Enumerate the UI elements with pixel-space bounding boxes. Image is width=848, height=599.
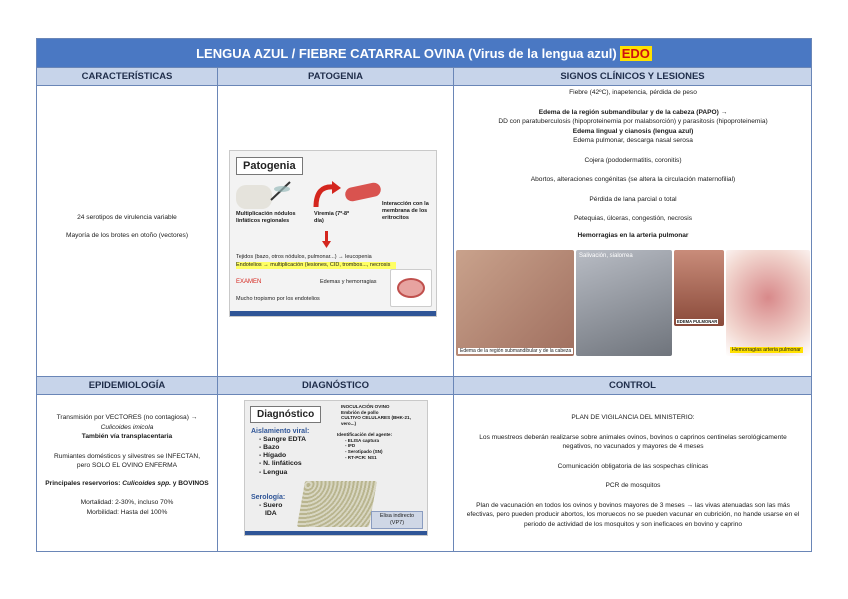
embrion-line: Embrión de pollo xyxy=(341,409,379,415)
signo-line: Edema lingual y cianosis (lengua azul) xyxy=(572,127,694,135)
tropismo-line: Mucho tropismo por los endotelios xyxy=(236,296,320,302)
signo-line: Cojera (pododermatitis, coronitis) xyxy=(584,156,682,164)
epi-reservorios-line xyxy=(37,479,217,489)
header-caracteristicas: CARACTERÍSTICAS xyxy=(37,67,217,86)
endothelium-diagram xyxy=(390,269,432,307)
endotelios-line: Endotelios → multiplicación (lesiones, CID, trombos..., necrosis xyxy=(236,262,396,269)
aislamiento-item: - N. linfáticos xyxy=(259,460,302,468)
edo-badge: EDO xyxy=(621,45,650,61)
identificacion-item: - RT-PCR: NS1 xyxy=(345,454,377,460)
control-cell xyxy=(465,397,801,551)
aislamiento-item: - Lengua xyxy=(259,468,288,476)
photo-edema-pulmonar xyxy=(674,250,724,326)
caracteristicas-line: Mayoría de los brotes en otoño (vectores) xyxy=(65,232,189,239)
control-line: Plan de vacunación en todos los ovinos y bovinos mayores de 3 meses → las vivas atenuadas son las más efectivas, pero pueden producir abortos, los moruecos no se pueden vacunar en cubrición, no hande usarse en el periodo de actividad de los mosquitos y son ineficaces en bovino y caprino xyxy=(466,501,800,528)
diagnostico-figure-title: Diagnóstico xyxy=(250,406,321,423)
epi-reservorios-label: Principales reservorios: xyxy=(45,479,123,487)
summary-sheet xyxy=(36,38,812,552)
aislamiento-label: Aislamiento viral: xyxy=(251,428,310,435)
header-epidemiologia: EPIDEMIOLOGÍA xyxy=(37,376,217,395)
serologia-item: - Suero xyxy=(259,502,283,509)
serologia-label: Serología: xyxy=(251,494,286,501)
down-arrow-icon xyxy=(322,231,332,249)
sheet-title xyxy=(37,39,811,67)
signos-cell xyxy=(455,86,811,246)
control-line: PCR de mosquitos xyxy=(605,482,661,490)
aislamiento-list xyxy=(259,436,306,477)
caracteristicas-cell xyxy=(37,86,217,376)
column-divider xyxy=(453,67,454,551)
signo-line: Edema pulmonar, descarga nasal serosa xyxy=(573,137,693,145)
header-control: CONTROL xyxy=(454,376,811,395)
identificacion-item: - IFD xyxy=(345,443,356,449)
column-divider xyxy=(217,67,218,551)
epidemiologia-cell xyxy=(37,397,217,551)
signo-line: Abortos, alteraciones congénitas (se altera la circulación maternofilial) xyxy=(530,176,736,184)
control-line: Comunicación obligatoria de las sospechas clínicas xyxy=(557,462,709,470)
mosquito-icon xyxy=(268,178,294,204)
epi-line: pero SOLO EL OVINO ENFERMA xyxy=(76,462,178,470)
photo-arteria-pulmonar xyxy=(726,250,810,356)
photo-caption: Salivación, sialorrea xyxy=(579,253,633,259)
aislamiento-item: - Sangre EDTA xyxy=(259,436,307,443)
elisa-label: Elisa indirecto (VP7) xyxy=(371,511,423,529)
patogenia-figure-title: Patogenia xyxy=(236,157,303,175)
edemas-label: Edemas y hemorragias xyxy=(320,279,377,285)
sheep-illustration xyxy=(236,185,272,209)
cultivo-line: CULTIVO CELULARES (BHK-21, vero...) xyxy=(341,415,411,426)
epi-reservorios-vector: Culicoides spp. xyxy=(122,479,171,487)
identificacion-block xyxy=(337,432,423,461)
identificacion-line: Identificación del agente: xyxy=(337,432,393,437)
signo-line: Fiebre (42ºC), inapetencia, pérdida de peso xyxy=(569,89,697,96)
photo-edema-cabeza xyxy=(456,250,574,356)
photo-caption: Hemorragias arteria pulmonar xyxy=(732,347,801,353)
elisa-plate-illustration xyxy=(297,481,377,527)
photo-caption: Edema de la región submandibular y de la cabeza xyxy=(460,348,572,354)
patogenia-figure xyxy=(229,150,437,317)
figure-footer-bar xyxy=(245,531,427,535)
signo-line: Pérdida de lana parcial o total xyxy=(589,195,677,203)
epi-line: También vía transplacentaria xyxy=(81,433,173,441)
step-eritrocitos: Interacción con la membrana de los eritrocitos xyxy=(382,201,429,222)
header-diagnostico: DIAGNÓSTICO xyxy=(218,376,453,395)
serologia-list xyxy=(259,502,282,518)
tejidos-line: Tejidos (bazo, otros nódulos, pulmonar...) → leucopenia xyxy=(236,254,372,260)
step-viremia: Viremia (7º-8º día) xyxy=(314,211,350,225)
step-nodulos: Multiplicación nódulos linfáticos regionales xyxy=(236,211,296,225)
signo-line: Petequias, úlceras, congestión, necrosis xyxy=(573,215,693,223)
signo-line: DD con paratuberculosis (hipoproteinemia por malabsorción) y parasitosis (hipoproteinemia) xyxy=(498,118,768,126)
epi-line: Transmisión por VECTORES (no contagiosa) → xyxy=(56,414,198,421)
identificacion-item: - ELISA captura xyxy=(345,437,380,443)
signo-line: Edema de la región submandibular y de la cabeza (PAPO) → xyxy=(538,108,728,116)
epi-line: Morbilidad: Hasta del 100% xyxy=(86,508,168,516)
epi-line: Culicoides imicola xyxy=(100,423,154,431)
photo-salivacion xyxy=(576,250,672,356)
figure-footer-bar xyxy=(230,311,436,316)
epi-line: Mortalidad: 2-30%, incluso 70% xyxy=(80,499,174,507)
control-line: Los muestreos deberán realizarse sobre animales ovinos, bovinos o caprinos centinelas serológicamente negativos, no vacunados y mayores de 4 meses xyxy=(479,433,787,451)
epi-line: Rumiantes domésticos y silvestres se INFECTAN, xyxy=(53,452,201,460)
title-text: LENGUA AZUL / FIEBRE CATARRAL OVINA (Virus de la lengua azul) xyxy=(196,45,617,61)
header-patogenia: PATOGENIA xyxy=(218,67,453,86)
serologia-item: IDA xyxy=(265,510,277,518)
signo-line: Hemorragias en la arteria pulmonar xyxy=(577,231,689,239)
examen-label: EXAMEN xyxy=(236,279,262,285)
curved-arrow-icon xyxy=(312,181,342,211)
inoculacion-line: INOCULACIÓN OVINO xyxy=(341,404,390,409)
header-signos: SIGNOS CLÍNICOS Y LESIONES xyxy=(454,67,811,86)
epi-reservorios-bovinos: y BOVINOS xyxy=(170,479,209,487)
control-line: PLAN DE VIGILANCIA DEL MINISTERIO: xyxy=(571,414,695,421)
inoculacion-block xyxy=(341,404,425,426)
vessel-illustration xyxy=(344,181,382,202)
photo-caption: EDEMA PULMONAR xyxy=(677,319,718,324)
caracteristicas-line: 24 serotipos de virulencia variable xyxy=(77,214,177,222)
identificacion-item: - Serotipado (SN) xyxy=(345,449,383,455)
diagnostico-figure xyxy=(244,400,428,536)
aislamiento-item: - Bazo xyxy=(259,444,280,452)
aislamiento-item: - Hígado xyxy=(259,452,287,460)
